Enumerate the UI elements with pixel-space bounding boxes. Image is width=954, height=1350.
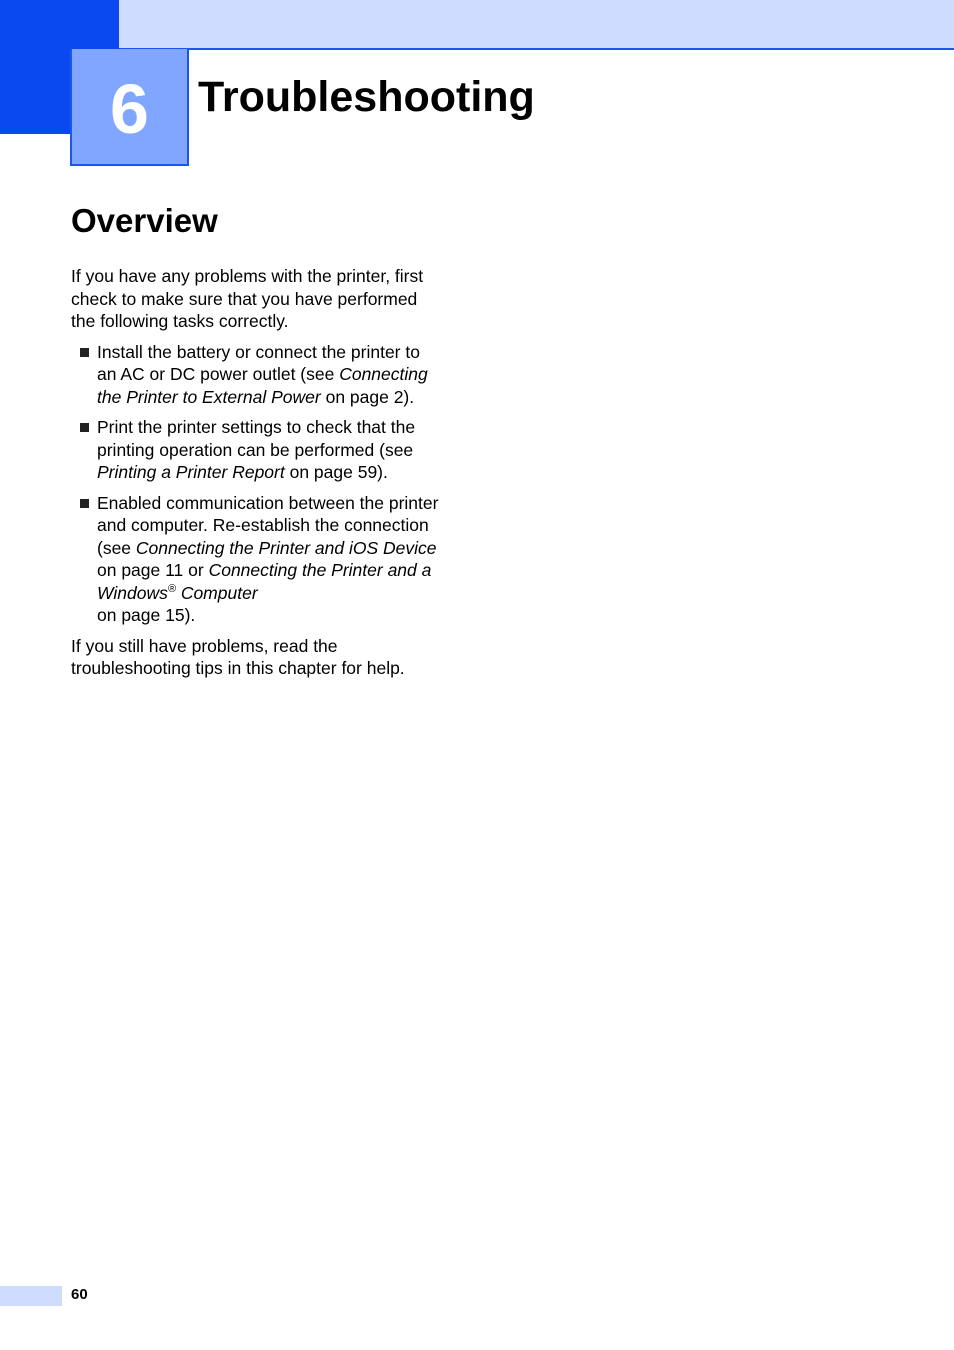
- page-number-tab: [0, 1286, 62, 1306]
- task-list: [71, 341, 443, 627]
- square-bullet-icon: [80, 499, 89, 508]
- chapter-number: 6: [110, 69, 149, 148]
- page-number: 60: [71, 1286, 88, 1303]
- closing-paragraph: If you still have problems, read the troubleshooting tips in this chapter for help.: [71, 635, 405, 678]
- page-reference: on page 11 or: [97, 560, 209, 580]
- cross-reference-link-2[interactable]: Connecting the Printer and a Windows® Computer: [97, 560, 432, 603]
- square-bullet-icon: [80, 423, 89, 432]
- task-text: Print the printer settings to check that the printing operation can be performed (see: [97, 417, 416, 460]
- task-text: Install the battery or connect the printer to an AC or DC power outlet (see: [97, 341, 420, 384]
- chapter-number-box: [70, 49, 189, 166]
- list-item: [71, 492, 443, 627]
- list-item: [71, 416, 443, 484]
- intro-paragraph: If you have any problems with the printer, first check to make sure that you have performed the following tasks correctly.: [71, 266, 424, 331]
- cross-reference-link[interactable]: Connecting the Printer to External Power: [97, 364, 428, 407]
- registered-mark: ®: [167, 582, 176, 595]
- page-reference: on page 2).: [320, 386, 415, 407]
- square-bullet-icon: [80, 348, 89, 357]
- task-text: Enabled communication between the printer and computer. Re-establish the connection (see: [97, 492, 439, 558]
- section-title: Overview: [71, 202, 218, 239]
- section-body: [71, 265, 443, 680]
- header-band: [119, 0, 954, 50]
- chapter-title: Troubleshooting: [198, 73, 535, 121]
- cross-reference-link[interactable]: Printing a Printer Report: [97, 462, 285, 482]
- cross-reference-link[interactable]: Connecting the Printer and iOS Device: [135, 537, 437, 558]
- page-reference-2: on page 15).: [97, 605, 196, 625]
- page-reference: on page 59).: [284, 462, 388, 482]
- list-item: [71, 341, 443, 409]
